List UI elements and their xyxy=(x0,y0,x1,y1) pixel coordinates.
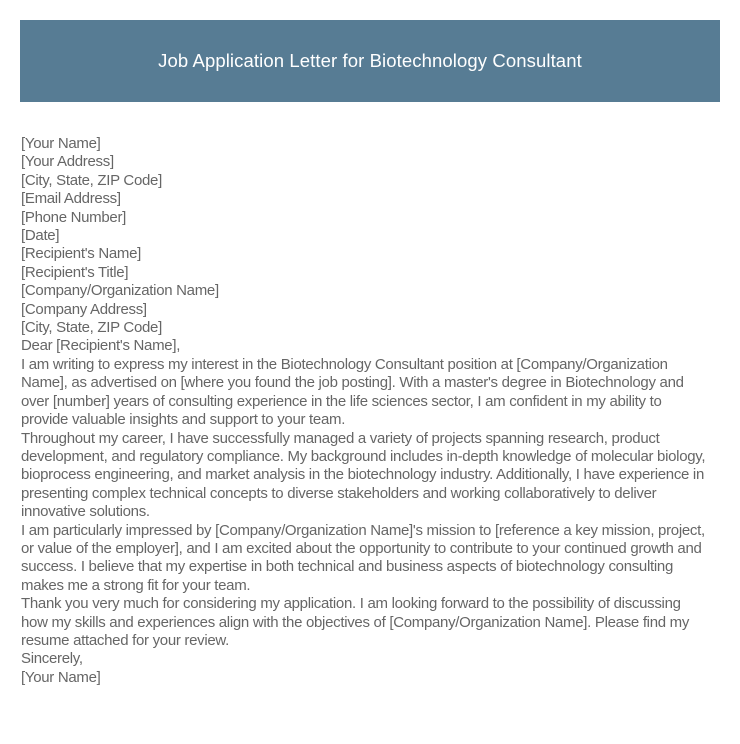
date-line: [Date] xyxy=(21,227,60,245)
title-banner xyxy=(20,20,720,102)
sender-phone-line: [Phone Number] xyxy=(21,208,127,226)
paragraph-thank-you: Thank you very much for considering my application. I am looking forward to the possibility of discussing how my skills and experiences align with the objectives of [Company/Organization Name]. Please find my resume attached for your review. xyxy=(21,595,690,649)
document-title: Job Application Letter for Biotechnology Consultant xyxy=(158,50,582,71)
letter-body xyxy=(21,135,708,687)
recipient-name-line: [Recipient's Name] xyxy=(21,245,142,263)
sender-email-line: [Email Address] xyxy=(21,190,121,208)
sender-address-line: [Your Address] xyxy=(21,153,114,171)
recipient-title-line: [Recipient's Title] xyxy=(21,263,129,281)
sender-city-state-zip-line: [City, State, ZIP Code] xyxy=(21,171,162,189)
company-address-line: [Company Address] xyxy=(21,300,147,318)
paragraph-company-fit: I am particularly impressed by [Company/Organization Name]'s mission to [reference a key mission, project, or value of the employer], and I am excited about the opportunity to contribute to your continued growth and success. I believe that my expertise in both technical and business aspects of biotechnology consulting makes me a strong fit for your team. xyxy=(21,521,705,594)
paragraph-introduction: I am writing to express my interest in the Biotechnology Consultant position at [Company/Organization Name], as advertised on [where you found the job posting]. With a master's degree in Biotechnology and over [number] years of consulting experience in the life sciences sector, I am confident in my ability to provide valuable insights and support to your team. xyxy=(21,355,684,429)
sender-name-line: [Your Name] xyxy=(21,135,101,152)
signature-line: [Your Name] xyxy=(21,668,101,686)
closing-line: Sincerely, xyxy=(21,650,83,668)
paragraph-experience: Throughout my career, I have successfully managed a variety of projects spanning research, product development, and regulatory compliance. My background includes in-depth knowledge of molecular biology, bioprocess engineering, and market analysis in the biotechnology industry. Additionally, I have experience in presenting complex technical concepts to diverse stakeholders and working collaboratively to deliver innovative solutions. xyxy=(21,429,706,521)
company-city-state-zip-line: [City, State, ZIP Code] xyxy=(21,319,162,337)
document-page xyxy=(0,20,740,687)
company-name-line: [Company/Organization Name] xyxy=(21,282,219,300)
salutation-line: Dear [Recipient's Name], xyxy=(21,337,181,355)
